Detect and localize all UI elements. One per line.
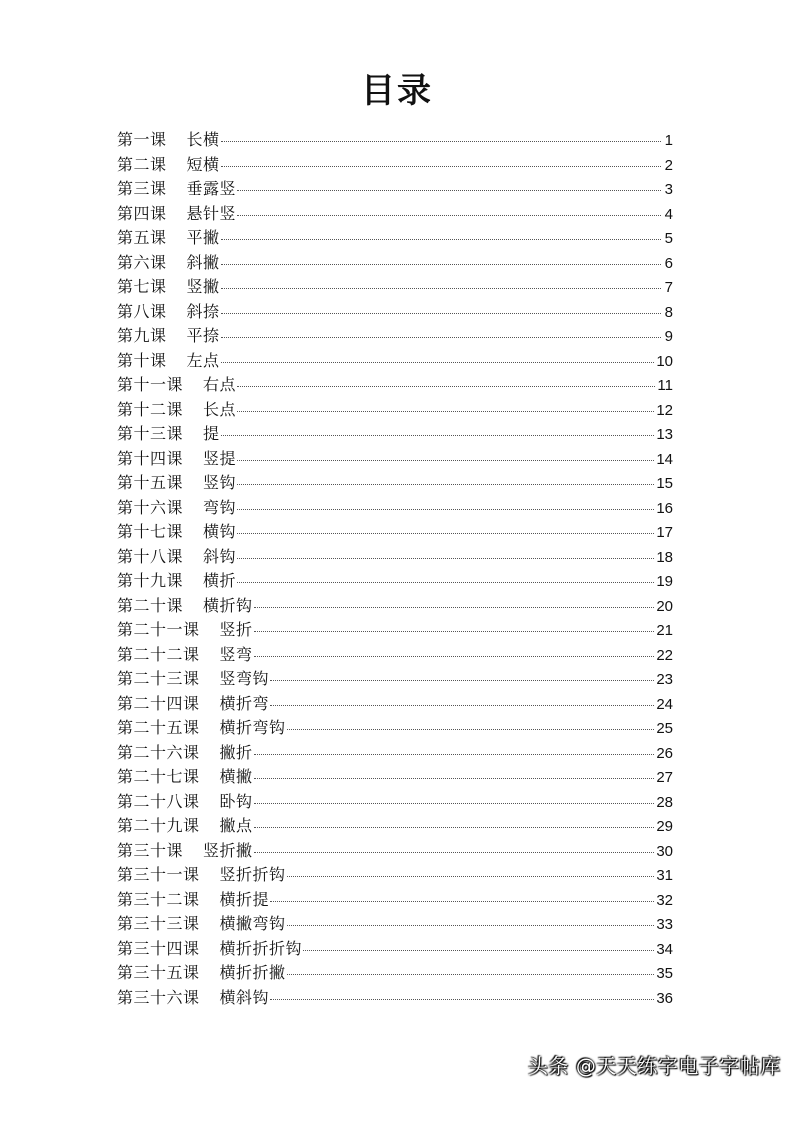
toc-page-number: 11 (657, 377, 673, 394)
toc-entry[interactable] (117, 128, 673, 153)
toc-page-number: 3 (664, 181, 673, 198)
toc-dot-leader (237, 533, 654, 534)
toc-stroke-name: 悬针竖 (186, 203, 237, 223)
toc-page-number: 15 (656, 475, 673, 492)
toc-stroke-name: 横折折撇 (219, 963, 286, 982)
toc-dot-leader (254, 803, 655, 804)
toc-lesson-label: 第二十二课 (117, 644, 200, 664)
toc-dot-leader (221, 141, 661, 142)
toc-stroke-name: 横折弯 (219, 693, 270, 713)
toc-page-number: 19 (656, 573, 673, 590)
toc-lesson-label: 第二课 (117, 154, 167, 174)
toc-lesson-label: 第二十五课 (117, 718, 200, 737)
toc-entry[interactable] (117, 153, 673, 178)
toc-page-number: 31 (656, 867, 673, 884)
toc-stroke-name: 横折折折钩 (219, 938, 303, 958)
toc-lesson-label: 第八课 (117, 301, 167, 321)
toc-stroke-name: 斜钩 (203, 546, 237, 566)
toc-entry[interactable] (117, 324, 673, 349)
toc-page-number: 5 (664, 230, 673, 247)
toc-lesson-label: 第二十六课 (117, 742, 200, 762)
toc-entry[interactable] (117, 422, 673, 447)
toc-stroke-name: 长横 (186, 130, 220, 149)
toc-page-number: 20 (656, 597, 673, 615)
toc-page-number: 1 (664, 132, 673, 149)
toc-dot-leader (254, 754, 655, 755)
toc-entry[interactable] (117, 520, 673, 545)
toc-dot-leader (254, 607, 655, 608)
toc-lesson-label: 第一课 (117, 130, 167, 149)
toc-dot-leader (237, 558, 654, 559)
toc-entry[interactable] (117, 251, 673, 276)
toc-dot-leader (221, 435, 655, 436)
toc-lesson-label: 第七课 (117, 277, 167, 296)
toc-page-number: 25 (656, 720, 673, 737)
toc-stroke-name: 弯钩 (203, 497, 237, 517)
toc-stroke-name: 撇点 (219, 816, 253, 835)
toc-lesson-label: 第三十一课 (117, 865, 200, 884)
toc-page-number: 12 (656, 401, 673, 419)
toc-page-number: 36 (656, 989, 673, 1007)
toc-page-number: 18 (656, 548, 673, 566)
toc-stroke-name: 横折 (203, 571, 237, 590)
toc-stroke-name: 提 (203, 424, 220, 443)
toc-lesson-label: 第二十七课 (117, 767, 200, 786)
toc-entry[interactable] (117, 741, 673, 766)
toc-stroke-name: 竖弯 (219, 644, 253, 664)
toc-lesson-label: 第三十五课 (117, 963, 200, 982)
toc-stroke-name: 横撇弯钩 (219, 914, 286, 933)
toc-stroke-name: 横折钩 (203, 595, 253, 615)
toc-dot-leader (254, 778, 655, 779)
toc-lesson-label: 第四课 (117, 203, 167, 223)
toc-dot-leader (237, 582, 654, 583)
toc-page-number: 4 (664, 205, 673, 223)
toc-lesson-label: 第十一课 (117, 375, 184, 394)
toc-lesson-label: 第十二课 (117, 399, 184, 419)
toc-page-number: 7 (664, 279, 673, 296)
toc-stroke-name: 横斜钩 (219, 987, 270, 1007)
toc-dot-leader (221, 264, 661, 265)
toc-page-number: 10 (656, 352, 673, 370)
toc-entry[interactable] (117, 177, 673, 202)
toc-entry[interactable] (117, 912, 673, 937)
toc-dot-leader (237, 460, 654, 461)
toc-stroke-name: 平撇 (186, 228, 220, 247)
toc-entry[interactable] (117, 594, 673, 619)
toc-dot-leader (221, 337, 661, 338)
toc-dot-leader (270, 999, 654, 1000)
toc-page-number: 22 (656, 646, 673, 664)
toc-lesson-label: 第十五课 (117, 473, 184, 492)
toc-page-number: 29 (656, 818, 673, 835)
toc-dot-leader (287, 876, 655, 877)
toc-page-number: 9 (664, 328, 673, 345)
toc-dot-leader (270, 705, 654, 706)
toc-stroke-name: 竖折撇 (203, 840, 253, 860)
toc-dot-leader (221, 166, 661, 167)
toc-dot-leader (237, 484, 654, 485)
toc-entry[interactable] (117, 471, 673, 496)
toc-entry[interactable] (117, 398, 673, 423)
toc-stroke-name: 竖折折钩 (219, 865, 286, 884)
toc-dot-leader (237, 411, 654, 412)
toc-page-number: 34 (656, 940, 673, 958)
toc-stroke-name: 竖提 (203, 448, 237, 468)
toc-page-number: 16 (656, 499, 673, 517)
toc-lesson-label: 第十六课 (117, 497, 184, 517)
toc-dot-leader (254, 656, 655, 657)
toc-entry[interactable] (117, 569, 673, 594)
toc-dot-leader (237, 386, 655, 387)
toc-stroke-name: 平捺 (186, 326, 220, 345)
toc-entry[interactable] (117, 300, 673, 325)
toc-lesson-label: 第三十二课 (117, 889, 200, 909)
toc-dot-leader (287, 974, 655, 975)
toc-stroke-name: 卧钩 (219, 791, 253, 811)
toc-page-number: 14 (656, 450, 673, 468)
toc-lesson-label: 第三十六课 (117, 987, 200, 1007)
toc-lesson-label: 第五课 (117, 228, 167, 247)
toc-lesson-label: 第十课 (117, 350, 167, 370)
toc-stroke-name: 竖钩 (203, 473, 237, 492)
toc-entry[interactable] (117, 545, 673, 570)
toc-lesson-label: 第十九课 (117, 571, 184, 590)
toc-lesson-label: 第六课 (117, 252, 167, 272)
toc-dot-leader (237, 509, 654, 510)
toc-lesson-label: 第三十课 (117, 840, 184, 860)
toc-lesson-label: 第二十三课 (117, 669, 200, 688)
toc-entry[interactable] (117, 692, 673, 717)
toc-lesson-label: 第十四课 (117, 448, 184, 468)
toc-page-number: 8 (664, 303, 673, 321)
toc-stroke-name: 斜撇 (186, 252, 220, 272)
watermark-text: 头条 @天天练字电子字帖库 (528, 1054, 781, 1078)
toc-lesson-label: 第十三课 (117, 424, 184, 443)
toc-lesson-label: 第十七课 (117, 522, 184, 541)
toc-page-number: 27 (656, 769, 673, 786)
toc-entry[interactable] (117, 839, 673, 864)
toc-lesson-label: 第二十四课 (117, 693, 200, 713)
toc-dot-leader (254, 852, 655, 853)
toc-page-number: 28 (656, 793, 673, 811)
toc-stroke-name: 竖撇 (186, 277, 220, 296)
toc-entry[interactable] (117, 765, 673, 790)
toc-entry[interactable] (117, 814, 673, 839)
toc-page-number: 21 (656, 622, 673, 639)
toc-page-number: 23 (656, 671, 673, 688)
toc-stroke-name: 左点 (186, 350, 220, 370)
toc-stroke-name: 横撇 (219, 767, 253, 786)
toc-dot-leader (287, 925, 655, 926)
toc-entry[interactable] (117, 226, 673, 251)
toc-lesson-label: 第三十三课 (117, 914, 200, 933)
toc-page-number: 35 (656, 965, 673, 982)
toc-stroke-name: 撇折 (219, 742, 253, 762)
toc-entry[interactable] (117, 888, 673, 913)
toc-stroke-name: 横钩 (203, 522, 237, 541)
toc-lesson-label: 第三十四课 (117, 938, 200, 958)
toc-lesson-label: 第二十八课 (117, 791, 200, 811)
toc-entry[interactable] (117, 447, 673, 472)
toc-entry[interactable] (117, 790, 673, 815)
toc-page-number: 24 (656, 695, 673, 713)
toc-stroke-name: 斜捺 (186, 301, 220, 321)
toc-page-number: 13 (656, 426, 673, 443)
toc-page-number: 6 (664, 254, 673, 272)
toc-page-number: 26 (656, 744, 673, 762)
toc-dot-leader (287, 729, 655, 730)
toc-dot-leader (254, 631, 655, 632)
toc-stroke-name: 短横 (186, 154, 220, 174)
toc-dot-leader (221, 313, 661, 314)
toc-lesson-label: 第三课 (117, 179, 167, 198)
toc-stroke-name: 长点 (203, 399, 237, 419)
toc-entry[interactable] (117, 961, 673, 986)
toc-dot-leader (237, 215, 661, 216)
toc-lesson-label: 第九课 (117, 326, 167, 345)
toc-stroke-name: 横折弯钩 (219, 718, 286, 737)
toc-entry[interactable] (117, 349, 673, 374)
toc-stroke-name: 横折提 (219, 889, 270, 909)
toc-entry[interactable] (117, 716, 673, 741)
toc-dot-leader (270, 901, 654, 902)
toc-dot-leader (270, 680, 654, 681)
toc-entry[interactable] (117, 275, 673, 300)
toc-page-number: 17 (656, 524, 673, 541)
toc-entry[interactable] (117, 373, 673, 398)
toc-dot-leader (254, 827, 655, 828)
toc-lesson-label: 第二十课 (117, 595, 184, 615)
toc-dot-leader (237, 190, 661, 191)
toc-dot-leader (303, 950, 654, 951)
toc-entry[interactable] (117, 863, 673, 888)
toc-entry[interactable] (117, 937, 673, 962)
toc-entry[interactable] (117, 986, 673, 1011)
toc-dot-leader (221, 362, 655, 363)
toc-stroke-name: 右点 (203, 375, 237, 394)
toc-dot-leader (221, 288, 661, 289)
toc-entry[interactable] (117, 618, 673, 643)
toc-lesson-label: 第十八课 (117, 546, 184, 566)
toc-lesson-label: 第二十一课 (117, 620, 200, 639)
table-of-contents (117, 128, 673, 1010)
toc-page-number: 32 (656, 891, 673, 909)
toc-stroke-name: 垂露竖 (186, 179, 237, 198)
toc-stroke-name: 竖折 (219, 620, 253, 639)
toc-dot-leader (221, 239, 661, 240)
toc-entry[interactable] (117, 667, 673, 692)
toc-stroke-name: 竖弯钩 (219, 669, 270, 688)
toc-entry[interactable] (117, 202, 673, 227)
toc-page-number: 30 (656, 842, 673, 860)
page-title: 目录 (361, 70, 433, 111)
toc-entry[interactable] (117, 643, 673, 668)
toc-lesson-label: 第二十九课 (117, 816, 200, 835)
toc-entry[interactable] (117, 496, 673, 521)
toc-page-number: 2 (664, 156, 673, 174)
toc-page-number: 33 (656, 916, 673, 933)
